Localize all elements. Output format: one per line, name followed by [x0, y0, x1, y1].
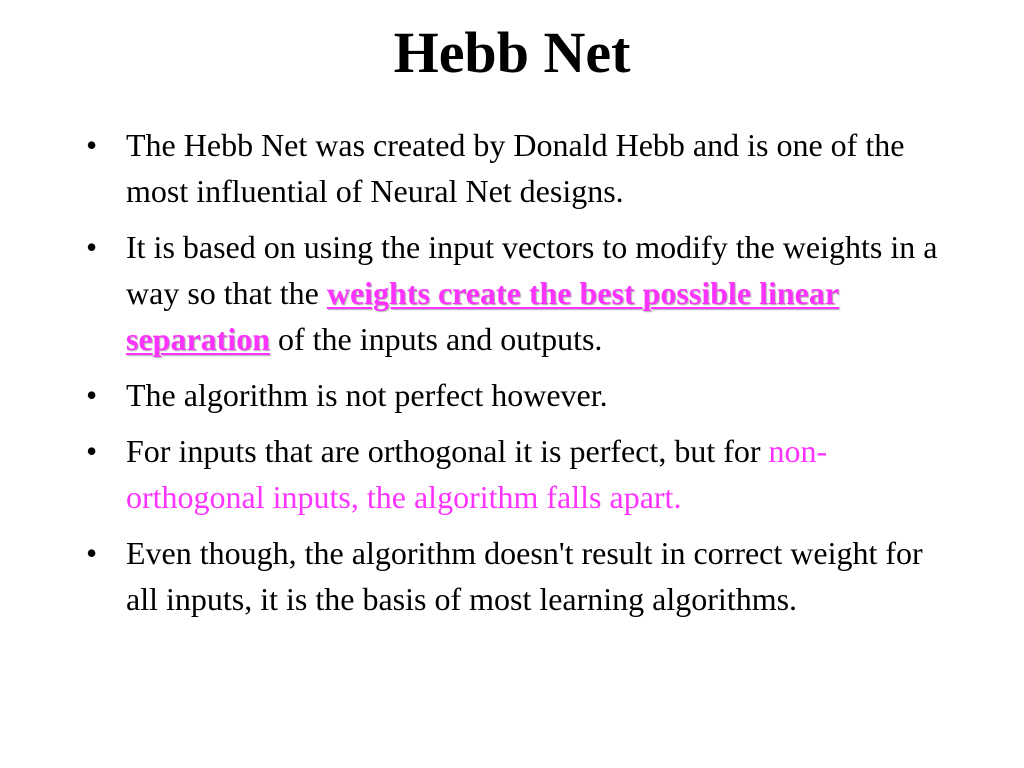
bullet-text: The algorithm is not perfect however.	[126, 377, 608, 413]
highlighted-phrase: non-orthogonal inputs, the algorithm falls apart.	[126, 433, 828, 515]
bullet-item	[84, 122, 944, 214]
bullet-list	[84, 122, 944, 632]
bullet-marker: •	[86, 535, 98, 571]
bullet-item	[84, 428, 944, 520]
bullet-text: It is based on using the input vectors to modify the weights in a way so that the	[126, 229, 938, 311]
bullet-marker: •	[86, 377, 98, 413]
bullet-text: For inputs that are orthogonal it is perfect, but for	[126, 433, 769, 469]
bullet-text: The Hebb Net was created by Donald Hebb and is one of the most influential of Neural Net designs.	[126, 127, 905, 209]
bullet-item	[84, 372, 944, 418]
slide-title: Hebb Net	[393, 20, 631, 85]
bullet-marker: •	[86, 433, 98, 469]
bullet-item	[84, 224, 944, 362]
highlighted-phrase: weights create the best possible linear separation	[126, 275, 840, 357]
bullet-text: of the inputs and outputs.	[270, 321, 603, 357]
bullet-marker: •	[86, 229, 98, 265]
bullet-marker: •	[86, 127, 98, 163]
bullet-item	[84, 530, 944, 622]
bullet-text: Even though, the algorithm doesn't result in correct weight for all inputs, it is the basis of most learning algorithms.	[126, 535, 923, 617]
